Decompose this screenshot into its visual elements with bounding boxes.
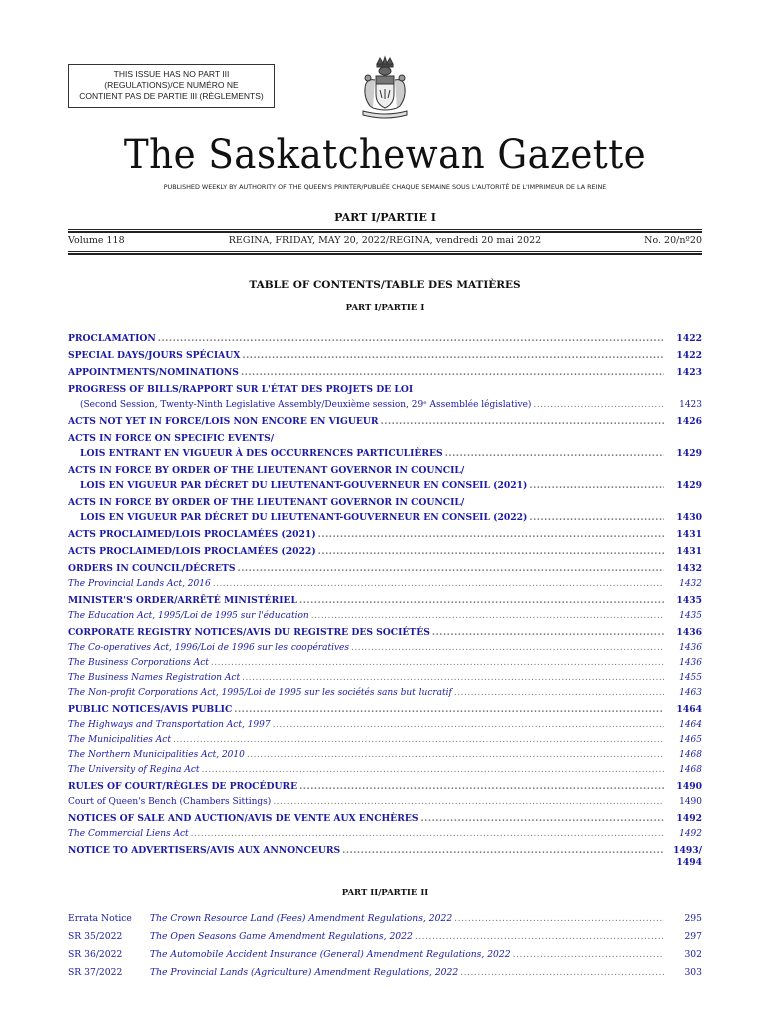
regulation-page: 297 xyxy=(684,931,702,942)
leader-dots xyxy=(513,949,664,960)
toc-page-number: 1455 xyxy=(679,673,702,683)
toc-entry-title: PROGRESS OF BILLS/RAPPORT SUR L'ÉTAT DES PROJETS DE LOI xyxy=(68,384,414,395)
leader-dots xyxy=(432,627,664,639)
toc-entry[interactable] xyxy=(68,716,702,731)
toc-entry[interactable] xyxy=(68,825,702,840)
volume-row xyxy=(68,235,702,249)
divider xyxy=(68,231,702,233)
leader-dots xyxy=(460,967,664,978)
regulation-code: Errata Notice xyxy=(68,913,132,924)
toc-entry-title: The Education Act, 1995/Loi de 1995 sur l'éducation xyxy=(68,611,309,621)
dateline: REGINA, FRIDAY, MAY 20, 2022/REGINA, vendredi 20 mai 2022 xyxy=(228,235,542,246)
toc-part-label: PART I/PARTIE I xyxy=(345,303,425,313)
regulation-code: SR 37/2022 xyxy=(68,967,123,978)
issue-number: No. 20/nº20 xyxy=(644,235,702,246)
regulation-title: The Crown Resource Land (Fees) Amendment Regulations, 2022 xyxy=(150,913,453,924)
toc-entry[interactable] xyxy=(68,778,702,793)
leader-dots xyxy=(234,704,664,716)
toc-entry-title: The Highways and Transportation Act, 1997 xyxy=(68,720,271,730)
toc-entry-title: The Non-profit Corporations Act, 1995/Loi de 1995 sur les sociétés sans but lucratif xyxy=(68,688,452,698)
toc-entry-title: SPECIAL DAYS/JOURS SPÉCIAUX xyxy=(68,350,241,361)
toc-entry-title: ACTS IN FORCE BY ORDER OF THE LIEUTENANT GOVERNOR IN COUNCIL/ xyxy=(68,465,465,476)
toc-entry[interactable] xyxy=(68,526,702,541)
leader-dots xyxy=(381,416,664,428)
part-ii-list xyxy=(68,906,702,978)
leader-dots xyxy=(247,749,664,761)
leader-dots xyxy=(415,931,664,942)
toc-entry[interactable] xyxy=(68,347,702,362)
toc-page-number: 1464 xyxy=(679,720,702,730)
toc-entry-title: The Commercial Liens Act xyxy=(68,829,189,839)
toc-entry[interactable] xyxy=(68,810,702,825)
leader-dots xyxy=(238,563,664,575)
toc-page-number: 1435 xyxy=(676,595,702,606)
toc-page-number: 1492 xyxy=(679,829,702,839)
toc-entry-subtitle: LOIS EN VIGUEUR PAR DÉCRET DU LIEUTENANT-GOUVERNEUR EN CONSEIL (2021) xyxy=(80,480,528,491)
leader-dots xyxy=(351,642,664,654)
regulation-page: 295 xyxy=(684,913,702,924)
regulation-title: The Automobile Accident Insurance (General) Amendment Regulations, 2022 xyxy=(150,949,511,960)
toc-page-number: 1430 xyxy=(676,512,702,523)
toc-entry-title: The Provincial Lands Act, 2016 xyxy=(68,579,211,589)
toc-entry[interactable] xyxy=(68,575,702,590)
coat-of-arms-icon xyxy=(355,54,415,120)
table-of-contents xyxy=(68,330,702,869)
regulation-page: 303 xyxy=(684,967,702,978)
toc-entry[interactable] xyxy=(68,746,702,761)
toc-entry[interactable] xyxy=(68,430,702,460)
toc-page-number: 1422 xyxy=(676,333,702,344)
part-ii-row[interactable] xyxy=(68,960,702,978)
toc-page-number: 1436 xyxy=(679,658,702,668)
masthead-subtitle: PUBLISHED WEEKLY BY AUTHORITY OF THE QUEEN'S PRINTER/PUBLIÉE CHAQUE SEMAINE SOUS L'AUTORITÉ DE L'IMPRIMEUR DE LA REINE xyxy=(163,183,607,191)
part-ii-row[interactable] xyxy=(68,942,702,960)
leader-dots xyxy=(173,734,664,746)
toc-entry-title: ACTS IN FORCE BY ORDER OF THE LIEUTENANT GOVERNOR IN COUNCIL/ xyxy=(68,497,465,508)
toc-page-number: 1426 xyxy=(676,416,702,427)
notice-line: (REGULATIONS)/CE NUMÉRO NE xyxy=(104,80,239,90)
toc-entry-title: The Municipalities Act xyxy=(68,735,171,745)
toc-title: TABLE OF CONTENTS/TABLE DES MATIÈRES xyxy=(249,279,521,291)
toc-entry-title: PROCLAMATION xyxy=(68,333,156,344)
leader-dots xyxy=(202,764,664,776)
toc-page-number: 1436 xyxy=(676,627,702,638)
toc-entry-title: ACTS PROCLAIMED/LOIS PROCLAMÉES (2021) xyxy=(68,529,316,540)
toc-entry-title: ACTS NOT YET IN FORCE/LOIS NON ENCORE EN VIGUEUR xyxy=(68,416,379,427)
regulation-page: 302 xyxy=(684,949,702,960)
part-i-heading: PART I/PARTIE I xyxy=(334,211,436,224)
toc-page-number: 1431 xyxy=(676,529,702,540)
regulation-code: SR 36/2022 xyxy=(68,949,123,960)
toc-entry[interactable] xyxy=(68,639,702,654)
toc-page-number: 1422 xyxy=(676,350,702,361)
toc-entry-subtitle: LOIS ENTRANT EN VIGUEUR À DES OCCURRENCES PARTICULIÈRES xyxy=(80,448,443,459)
leader-dots xyxy=(242,672,664,684)
toc-page-number: 1432 xyxy=(676,563,702,574)
toc-entry[interactable] xyxy=(68,842,702,869)
toc-entry[interactable] xyxy=(68,364,702,379)
toc-entry[interactable] xyxy=(68,669,702,684)
notice-line: THIS ISSUE HAS NO PART III xyxy=(113,69,230,79)
leader-dots xyxy=(242,350,664,362)
toc-entry-title: The Business Names Registration Act xyxy=(68,673,241,683)
leader-dots xyxy=(311,610,664,622)
toc-entry-title: PUBLIC NOTICES/AVIS PUBLIC xyxy=(68,704,233,715)
toc-page-number: 1493/ xyxy=(673,845,702,856)
toc-entry-title: ACTS IN FORCE ON SPECIFIC EVENTS/ xyxy=(68,433,275,444)
toc-entry[interactable] xyxy=(68,793,702,808)
toc-entry-title: MINISTER'S ORDER/ARRÊTÉ MINISTÉRIEL xyxy=(68,595,297,606)
toc-entry[interactable] xyxy=(68,543,702,558)
toc-entry-title: NOTICE TO ADVERTISERS/AVIS AUX ANNONCEURS xyxy=(68,845,341,856)
toc-entry-subtitle: (Second Session, Twenty-Ninth Legislative Assembly/Deuxième session, 29ᵉ Assemblée législative) xyxy=(80,400,532,410)
toc-page-number: 1468 xyxy=(679,750,702,760)
toc-entry-title: ORDERS IN COUNCIL/DÉCRETS xyxy=(68,563,236,574)
toc-entry-subtitle: LOIS EN VIGUEUR PAR DÉCRET DU LIEUTENANT-GOUVERNEUR EN CONSEIL (2022) xyxy=(80,512,528,523)
regulation-code: SR 35/2022 xyxy=(68,931,123,942)
toc-page-number: 1490 xyxy=(676,781,702,792)
part-ii-row[interactable] xyxy=(68,906,702,924)
divider xyxy=(68,229,702,230)
toc-entry[interactable] xyxy=(68,624,702,639)
leader-dots xyxy=(213,578,664,590)
toc-page-number: 1432 xyxy=(679,579,702,589)
toc-page-number-cont: 1494 xyxy=(676,857,702,868)
toc-entry[interactable] xyxy=(68,330,702,345)
leader-dots xyxy=(191,828,664,840)
toc-page-number: 1435 xyxy=(679,611,702,621)
toc-page-number: 1429 xyxy=(676,448,702,459)
toc-entry[interactable] xyxy=(68,731,702,746)
toc-entry-title: The University of Regina Act xyxy=(68,765,200,775)
toc-entry[interactable] xyxy=(68,462,702,492)
leader-dots xyxy=(211,657,664,669)
toc-entry-title: NOTICES OF SALE AND AUCTION/AVIS DE VENTE AUX ENCHÈRES xyxy=(68,813,419,824)
regulation-title: The Open Seasons Game Amendment Regulations, 2022 xyxy=(150,931,413,942)
toc-entry-title: The Business Corporations Act xyxy=(68,658,209,668)
toc-entry-title: RULES OF COURT/RÈGLES DE PROCÉDURE xyxy=(68,781,298,792)
leader-dots xyxy=(454,687,664,699)
divider xyxy=(68,251,702,252)
part-ii-row[interactable] xyxy=(68,924,702,942)
leader-dots xyxy=(342,845,664,857)
toc-entry[interactable] xyxy=(68,761,702,776)
volume-label: Volume 118 xyxy=(68,235,125,246)
part-ii-heading: PART II/PARTIE II xyxy=(341,888,429,898)
toc-page-number: 1465 xyxy=(679,735,702,745)
toc-entry-title: CORPORATE REGISTRY NOTICES/AVIS DU REGISTRE DES SOCIÉTÉS xyxy=(68,627,430,638)
toc-entry[interactable] xyxy=(68,560,702,575)
leader-dots xyxy=(318,546,664,558)
toc-page-number: 1463 xyxy=(679,688,702,698)
toc-page-number: 1423 xyxy=(679,400,702,410)
toc-entry-title: The Co-operatives Act, 1996/Loi de 1996 sur les coopératives xyxy=(68,643,349,653)
toc-entry[interactable] xyxy=(68,381,702,411)
leader-dots xyxy=(533,399,664,411)
toc-entry[interactable] xyxy=(68,701,702,716)
leader-dots xyxy=(318,529,664,541)
toc-entry[interactable] xyxy=(68,654,702,669)
toc-entry-title: The Northern Municipalities Act, 2010 xyxy=(68,750,245,760)
regulation-title: The Provincial Lands (Agriculture) Amendment Regulations, 2022 xyxy=(150,967,459,978)
toc-entry[interactable] xyxy=(68,684,702,699)
toc-entry[interactable] xyxy=(68,494,702,524)
toc-page-number: 1468 xyxy=(679,765,702,775)
leader-dots xyxy=(529,480,664,492)
leader-dots xyxy=(273,719,664,731)
toc-entry[interactable] xyxy=(68,413,702,428)
toc-entry-title: ACTS PROCLAIMED/LOIS PROCLAMÉES (2022) xyxy=(68,546,316,557)
toc-entry-title: Court of Queen's Bench (Chambers Sittings) xyxy=(68,797,272,807)
gazette-masthead: The Saskatchewan Gazette xyxy=(123,132,647,178)
no-part-iii-notice xyxy=(68,64,275,108)
leader-dots xyxy=(241,367,664,379)
toc-entry-title: APPOINTMENTS/NOMINATIONS xyxy=(68,367,239,378)
leader-dots xyxy=(529,512,664,524)
toc-page-number: 1431 xyxy=(676,546,702,557)
notice-line: CONTIENT PAS DE PARTIE III (RÈGLEMENTS) xyxy=(79,91,264,101)
leader-dots xyxy=(158,333,664,345)
toc-page-number: 1490 xyxy=(679,797,702,807)
toc-entry[interactable] xyxy=(68,607,702,622)
toc-entry[interactable] xyxy=(68,592,702,607)
leader-dots xyxy=(445,448,664,460)
leader-dots xyxy=(420,813,664,825)
toc-page-number: 1423 xyxy=(676,367,702,378)
leader-dots xyxy=(299,781,664,793)
divider xyxy=(68,253,702,255)
toc-page-number: 1492 xyxy=(676,813,702,824)
toc-page-number: 1436 xyxy=(679,643,702,653)
leader-dots xyxy=(454,913,664,924)
leader-dots xyxy=(299,595,664,607)
toc-page-number: 1429 xyxy=(676,480,702,491)
toc-page-number: 1464 xyxy=(676,704,702,715)
leader-dots xyxy=(273,796,664,808)
